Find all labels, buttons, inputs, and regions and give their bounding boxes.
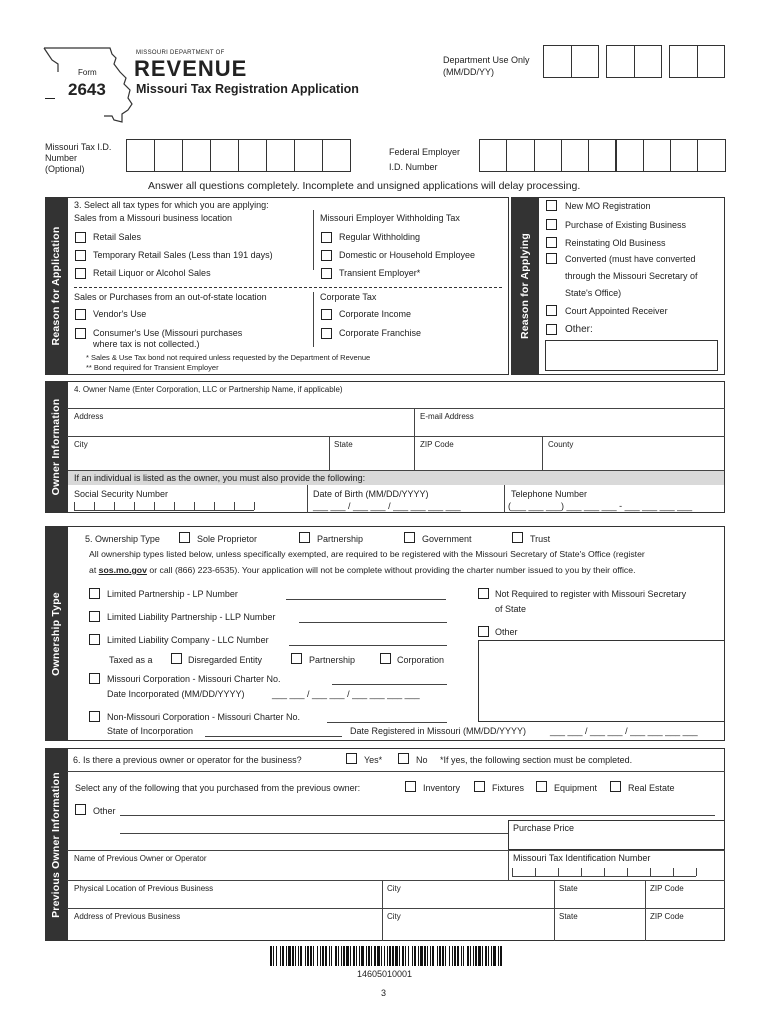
barcode-bar xyxy=(389,946,391,966)
city-label: City xyxy=(74,440,88,449)
barcode-bar xyxy=(399,946,400,966)
phys-location-label: Physical Location of Previous Business xyxy=(74,884,214,893)
state-inc-line[interactable] xyxy=(205,736,342,737)
date-registered-blank[interactable]: ___ ___ / ___ ___ / ___ ___ ___ ___ xyxy=(550,726,698,736)
household-employee-checkbox[interactable] xyxy=(321,250,332,261)
temp-retail-checkbox[interactable] xyxy=(75,250,86,261)
prev-address-label: Address of Previous Business xyxy=(74,912,181,921)
barcode-bar xyxy=(424,946,426,966)
barcode-bar xyxy=(298,946,299,966)
col-line xyxy=(329,436,330,470)
llp-checkbox[interactable] xyxy=(89,611,100,622)
page-number: 3 xyxy=(381,988,387,998)
barcode-bar xyxy=(437,946,438,966)
phone-label: Telephone Number xyxy=(511,489,588,499)
barcode-bar xyxy=(461,946,462,966)
revenue-logo: REVENUE xyxy=(134,56,248,81)
sidebar-previous-owner: Previous Owner Information xyxy=(45,748,67,941)
court-receiver-checkbox[interactable] xyxy=(546,305,557,316)
other-reason-label: Other: xyxy=(565,324,593,335)
dashed-divider xyxy=(74,287,502,288)
sos-note-1: All ownership types listed below, unless specifically exempted, are required to be registered with the Missouri Secretary of State's Office (register xyxy=(89,549,645,559)
county-label: County xyxy=(548,440,574,449)
digit-tick xyxy=(604,868,605,876)
non-mo-corp-label: Non-Missouri Corporation - Missouri Charter No. xyxy=(107,712,301,722)
transient-employer-label: Transient Employer* xyxy=(339,268,421,278)
owner-name-label: 4. Owner Name (Enter Corporation, LLC or Partnership Name, if applicable) xyxy=(74,385,343,394)
barcode-bar xyxy=(338,946,339,966)
dept-use-box-6[interactable] xyxy=(697,45,725,78)
phys-city-label: City xyxy=(387,884,401,893)
digit-box[interactable] xyxy=(643,139,671,172)
sole-proprietor-label: Sole Proprietor xyxy=(197,534,258,544)
col-line xyxy=(414,408,415,436)
fein-label-2: I.D. Number xyxy=(389,162,438,172)
barcode-bar xyxy=(282,946,284,966)
fixtures-checkbox[interactable] xyxy=(474,781,485,792)
dob-label: Date of Birth (MM/DD/YYYY) xyxy=(313,489,429,499)
digit-box[interactable] xyxy=(266,139,295,172)
digit-tick xyxy=(673,868,674,876)
col1-heading: Sales from a Missouri business location xyxy=(74,213,233,223)
barcode-bar xyxy=(482,946,483,966)
government-checkbox[interactable] xyxy=(404,532,415,543)
purchase-price-label: Purchase Price xyxy=(513,823,575,833)
digit-tick xyxy=(254,502,255,510)
digit-box[interactable] xyxy=(534,139,562,172)
barcode-bar xyxy=(292,946,294,966)
digit-tick xyxy=(194,502,195,510)
barcode-bar xyxy=(325,946,327,966)
barcode-bar xyxy=(418,946,419,966)
llp-label: Limited Liability Partnership - LLP Number xyxy=(107,612,276,622)
barcode-bar xyxy=(353,946,355,966)
retail-sales-label: Retail Sales xyxy=(93,232,142,242)
court-receiver-label: Court Appointed Receiver xyxy=(565,306,668,316)
barcode-bar xyxy=(475,946,477,966)
form-title: Missouri Tax Registration Application xyxy=(136,82,359,96)
barcode-bar xyxy=(300,946,302,966)
taxed-as-label: Taxed as a xyxy=(109,655,153,665)
prev-city-label: City xyxy=(387,912,401,921)
digit-tick xyxy=(650,868,651,876)
sidebar-reason-for-applying: Reason for Applying xyxy=(511,197,538,375)
barcode xyxy=(270,946,502,966)
dept-use-box-2[interactable] xyxy=(571,45,599,78)
mo-tax-id-label-2: Number xyxy=(45,153,78,163)
barcode-bar xyxy=(432,946,434,966)
date-registered-label: Date Registered in Missouri (MM/DD/YYYY) xyxy=(350,726,527,736)
col-line xyxy=(645,880,646,941)
digit-box[interactable] xyxy=(697,139,725,172)
barcode-bar xyxy=(356,946,357,966)
partnership-checkbox[interactable] xyxy=(299,532,310,543)
barcode-bar xyxy=(402,946,404,966)
purchase-existing-label: Purchase of Existing Business xyxy=(565,220,687,230)
digit-box[interactable] xyxy=(506,139,534,172)
other-ownership-field[interactable] xyxy=(478,640,725,722)
reinstating-label: Reinstating Old Business xyxy=(565,238,666,248)
instructions: Answer all questions completely. Incomplete and unsigned applications will delay processing. xyxy=(148,180,581,192)
barcode-bar xyxy=(478,946,481,966)
corporate-tax-heading: Corporate Tax xyxy=(320,292,377,302)
digit-baseline xyxy=(512,876,696,877)
phys-state-label: State xyxy=(559,884,578,893)
out-of-state-heading: Sales or Purchases from an out-of-state location xyxy=(74,292,267,302)
converted-label-3: State's Office) xyxy=(565,288,622,298)
form-number-dash xyxy=(45,98,55,99)
digit-box[interactable] xyxy=(294,139,323,172)
corporate-income-label: Corporate Income xyxy=(339,309,412,319)
barcode-bar xyxy=(420,946,423,966)
barcode-bar xyxy=(374,946,376,966)
other-purchased-line-2[interactable] xyxy=(120,833,508,834)
corporate-franchise-label: Corporate Franchise xyxy=(339,328,422,338)
digit-tick xyxy=(512,868,513,876)
ownership-heading: 5. Ownership Type xyxy=(85,534,160,544)
barcode-bar xyxy=(439,946,441,966)
dept-use-label: Department Use Only xyxy=(443,55,530,65)
taxed-corporation-label: Corporation xyxy=(397,655,445,665)
date-incorporated-blank[interactable]: ___ ___ / ___ ___ / ___ ___ ___ ___ xyxy=(272,689,420,699)
digit-box[interactable] xyxy=(561,139,589,172)
barcode-bar xyxy=(286,946,287,966)
purchased-prompt: Select any of the following that you purchased from the previous owner: xyxy=(75,783,361,793)
digit-box[interactable] xyxy=(670,139,698,172)
col-line xyxy=(554,880,555,941)
digit-tick xyxy=(74,502,75,510)
purchase-existing-checkbox[interactable] xyxy=(546,219,557,230)
disregarded-checkbox[interactable] xyxy=(171,653,182,664)
other-reason-field[interactable] xyxy=(545,340,718,371)
barcode-bar xyxy=(449,946,450,966)
form-number: 2643 xyxy=(68,80,106,99)
prev-owner-yes-label: Yes* xyxy=(364,755,383,765)
sidebar-reason-for-application: Reason for Application xyxy=(45,197,67,375)
consumers-use-label: Consumer's Use (Missouri purchases xyxy=(93,328,243,338)
other-reason-checkbox[interactable] xyxy=(546,324,557,335)
prev-owner-no-label: No xyxy=(416,755,428,765)
date-incorporated-label: Date Incorporated (MM/DD/YYYY) xyxy=(107,689,245,699)
vendors-use-label: Vendor's Use xyxy=(93,309,147,319)
corporate-franchise-checkbox[interactable] xyxy=(321,328,332,339)
barcode-bar xyxy=(384,946,385,966)
barcode-bar xyxy=(377,946,380,966)
dept-use-box-3[interactable] xyxy=(606,45,635,78)
barcode-bar xyxy=(445,946,446,966)
other-purchased-checkbox[interactable] xyxy=(75,804,86,815)
inventory-label: Inventory xyxy=(423,783,461,793)
digit-tick xyxy=(94,502,95,510)
dept-use-box-5[interactable] xyxy=(669,45,698,78)
barcode-bar xyxy=(317,946,318,966)
digit-box[interactable] xyxy=(210,139,239,172)
col-divider-2 xyxy=(313,292,314,347)
barcode-bar xyxy=(270,946,272,966)
real-estate-label: Real Estate xyxy=(628,783,675,793)
col-line xyxy=(382,880,383,941)
reinstating-checkbox[interactable] xyxy=(546,237,557,248)
llc-checkbox[interactable] xyxy=(89,634,100,645)
regular-withholding-checkbox[interactable] xyxy=(321,232,332,243)
equipment-label: Equipment xyxy=(554,783,598,793)
fein-label: Federal Employer xyxy=(389,147,461,157)
prev-state-label: State xyxy=(559,912,578,921)
barcode-bar xyxy=(280,946,281,966)
converted-checkbox[interactable] xyxy=(546,253,557,264)
dob-blank[interactable]: ___ ___ / ___ ___ / ___ ___ ___ ___ xyxy=(313,501,461,511)
sole-proprietor-checkbox[interactable] xyxy=(179,532,190,543)
col-line xyxy=(504,485,505,513)
zip-label: ZIP Code xyxy=(420,440,454,449)
barcode-bar xyxy=(313,946,314,966)
new-registration-label: New MO Registration xyxy=(565,201,651,211)
barcode-bar xyxy=(473,946,474,966)
temp-retail-label: Temporary Retail Sales (Less than 191 days) xyxy=(93,250,273,260)
barcode-bar xyxy=(307,946,309,966)
barcode-bar xyxy=(470,946,471,966)
mo-corp-checkbox[interactable] xyxy=(89,673,100,684)
barcode-bar xyxy=(392,946,394,966)
llc-number-line[interactable] xyxy=(289,645,447,646)
barcode-bar xyxy=(493,946,496,966)
barcode-bar xyxy=(368,946,370,966)
barcode-bar xyxy=(485,946,487,966)
barcode-bar xyxy=(467,946,469,966)
barcode-bar xyxy=(331,946,332,966)
barcode-number: 14605010001 xyxy=(357,969,413,979)
not-required-checkbox[interactable] xyxy=(478,588,489,599)
government-label: Government xyxy=(422,534,472,544)
barcode-bar xyxy=(305,946,306,966)
individual-note: If an individual is listed as the owner, you must also provide the following: xyxy=(74,473,366,483)
barcode-bar xyxy=(454,946,456,966)
trust-checkbox[interactable] xyxy=(512,532,523,543)
digit-tick xyxy=(627,868,628,876)
digit-tick xyxy=(535,868,536,876)
transient-employer-checkbox[interactable] xyxy=(321,268,332,279)
retail-liquor-label: Retail Liquor or Alcohol Sales xyxy=(93,268,211,278)
row-line xyxy=(67,436,725,437)
barcode-bar xyxy=(335,946,337,966)
barcode-bar xyxy=(320,946,321,966)
barcode-bar xyxy=(488,946,489,966)
trust-label: Trust xyxy=(530,534,551,544)
ssn-label: Social Security Number xyxy=(74,489,169,499)
col2-heading: Missouri Employer Withholding Tax xyxy=(320,213,460,223)
prev-owner-no-checkbox[interactable] xyxy=(398,753,409,764)
llc-label: Limited Liability Company - LLC Number xyxy=(107,635,269,645)
not-required-label-2: of State xyxy=(495,604,527,614)
digit-tick xyxy=(174,502,175,510)
equipment-checkbox[interactable] xyxy=(536,781,547,792)
lp-number-line[interactable] xyxy=(286,599,446,600)
barcode-bar xyxy=(366,946,367,966)
barcode-bar xyxy=(295,946,296,966)
col-line xyxy=(508,850,509,880)
phone-blank[interactable]: (___ ___ ___) ___ ___ ___ - ___ ___ ___ ___ xyxy=(508,501,693,511)
other-ownership-checkbox[interactable] xyxy=(478,626,489,637)
barcode-bar xyxy=(346,946,349,966)
digit-box[interactable] xyxy=(616,139,644,172)
barcode-bar xyxy=(500,946,502,966)
email-label: E-mail Address xyxy=(420,412,474,421)
digit-tick xyxy=(214,502,215,510)
barcode-bar xyxy=(442,946,444,966)
household-employee-label: Domestic or Household Employee xyxy=(339,250,476,260)
lp-checkbox[interactable] xyxy=(89,588,100,599)
digit-box[interactable] xyxy=(182,139,211,172)
col-line xyxy=(542,436,543,470)
converted-label: Converted (must have converted xyxy=(565,254,696,264)
barcode-bar xyxy=(463,946,464,966)
digit-tick xyxy=(234,502,235,510)
bond-note-2: ** Bond required for Transient Employer xyxy=(86,363,219,372)
barcode-bar xyxy=(408,946,409,966)
corporate-income-checkbox[interactable] xyxy=(321,309,332,320)
sos-note-2: at sos.mo.gov or call (866) 223-6535). Your application will not be complete without providing the charter number issued to you by their office. xyxy=(89,565,636,575)
vendors-use-checkbox[interactable] xyxy=(75,309,86,320)
barcode-bar xyxy=(452,946,453,966)
consumers-use-checkbox[interactable] xyxy=(75,328,86,339)
digit-tick xyxy=(696,868,697,876)
llp-number-line[interactable] xyxy=(299,622,447,623)
row-line xyxy=(67,908,725,909)
barcode-bar xyxy=(288,946,291,966)
digit-baseline xyxy=(74,510,254,511)
digit-tick xyxy=(581,868,582,876)
not-required-label: Not Required to register with Missouri Secretary xyxy=(495,589,687,599)
mo-corp-label: Missouri Corporation - Missouri Charter No. xyxy=(107,674,281,684)
barcode-bar xyxy=(498,946,499,966)
real-estate-checkbox[interactable] xyxy=(610,781,621,792)
fixtures-label: Fixtures xyxy=(492,783,525,793)
digit-box[interactable] xyxy=(126,139,155,172)
prev-owner-question: 6. Is there a previous owner or operator for the business? xyxy=(73,755,302,765)
barcode-bar xyxy=(341,946,342,966)
barcode-bar xyxy=(276,946,277,966)
col-divider-1 xyxy=(313,210,314,270)
barcode-bar xyxy=(359,946,360,966)
barcode-bar xyxy=(329,946,330,966)
barcode-bar xyxy=(310,946,312,966)
phys-zip-label: ZIP Code xyxy=(650,884,684,893)
consumers-use-label-2: where tax is not collected.) xyxy=(93,339,200,349)
address-label: Address xyxy=(74,412,104,421)
form-label: Form xyxy=(78,68,97,77)
barcode-bar xyxy=(381,946,382,966)
sidebar-ownership-type: Ownership Type xyxy=(45,526,67,741)
partnership-label: Partnership xyxy=(317,534,364,544)
barcode-bar xyxy=(491,946,492,966)
row-line xyxy=(67,880,725,881)
barcode-bar xyxy=(395,946,398,966)
barcode-bar xyxy=(457,946,459,966)
row-line xyxy=(67,850,725,851)
prev-owner-name-label: Name of Previous Owner or Operator xyxy=(74,854,207,863)
state-label: State xyxy=(334,440,353,449)
dept-use-format: (MM/DD/YY) xyxy=(443,67,494,77)
digit-tick xyxy=(558,868,559,876)
dept-small-label: MISSOURI DEPARTMENT OF xyxy=(136,50,225,56)
taxed-corporation-checkbox[interactable] xyxy=(380,653,391,664)
other-purchased-label: Other xyxy=(93,806,116,816)
mo-tax-id-label: Missouri Tax I.D. xyxy=(45,142,112,152)
barcode-bar xyxy=(343,946,345,966)
dept-use-box-4[interactable] xyxy=(634,45,662,78)
digit-box[interactable] xyxy=(588,139,616,172)
barcode-bar xyxy=(427,946,428,966)
row-line xyxy=(67,771,725,772)
barcode-bar xyxy=(405,946,406,966)
prev-owner-yes-checkbox[interactable] xyxy=(346,753,357,764)
barcode-bar xyxy=(361,946,364,966)
inventory-checkbox[interactable] xyxy=(405,781,416,792)
mo-tax-id-label-3: (Optional) xyxy=(45,164,85,174)
digit-box[interactable] xyxy=(238,139,267,172)
non-mo-corp-checkbox[interactable] xyxy=(89,711,100,722)
new-registration-checkbox[interactable] xyxy=(546,200,557,211)
digit-tick xyxy=(154,502,155,510)
tax-types-heading: 3. Select all tax types for which you are applying: xyxy=(74,200,269,210)
barcode-bar xyxy=(387,946,388,966)
taxed-partnership-checkbox[interactable] xyxy=(291,653,302,664)
digit-box[interactable] xyxy=(479,139,507,172)
state-inc-label: State of Incorporation xyxy=(107,726,194,736)
digit-tick xyxy=(114,502,115,510)
barcode-bar xyxy=(371,946,372,966)
other-ownership-label: Other xyxy=(495,627,518,637)
sidebar-owner-information: Owner Information xyxy=(45,381,67,513)
retail-liquor-checkbox[interactable] xyxy=(75,268,86,279)
digit-tick xyxy=(134,502,135,510)
barcode-bar xyxy=(430,946,431,966)
barcode-bar xyxy=(273,946,274,966)
prev-zip-label: ZIP Code xyxy=(650,912,684,921)
regular-withholding-label: Regular Withholding xyxy=(339,232,421,242)
digit-box[interactable] xyxy=(322,139,351,172)
lp-label: Limited Partnership - LP Number xyxy=(107,589,238,599)
mo-tax-id-label-prev: Missouri Tax Identification Number xyxy=(513,853,651,863)
non-mo-charter-line[interactable] xyxy=(327,722,447,723)
sos-link[interactable]: sos.mo.gov xyxy=(98,565,147,575)
barcode-bar xyxy=(350,946,351,966)
disregarded-label: Disregarded Entity xyxy=(188,655,263,665)
barcode-bar xyxy=(322,946,324,966)
digit-box[interactable] xyxy=(154,139,183,172)
bond-note-1: * Sales & Use Tax bond not required unless requested by the Department of Revenue xyxy=(86,353,371,362)
barcode-bar xyxy=(412,946,413,966)
other-purchased-line-1[interactable] xyxy=(120,815,715,816)
col-line xyxy=(307,485,308,513)
retail-sales-checkbox[interactable] xyxy=(75,232,86,243)
col-line xyxy=(414,436,415,470)
mo-charter-line[interactable] xyxy=(332,684,447,685)
prev-owner-note: *If yes, the following section must be completed. xyxy=(440,755,633,765)
converted-label-2: through the Missouri Secretary of xyxy=(565,271,698,281)
dept-use-box-1[interactable] xyxy=(543,45,572,78)
taxed-partnership-label: Partnership xyxy=(309,655,356,665)
row-line xyxy=(67,408,725,409)
barcode-bar xyxy=(414,946,416,966)
